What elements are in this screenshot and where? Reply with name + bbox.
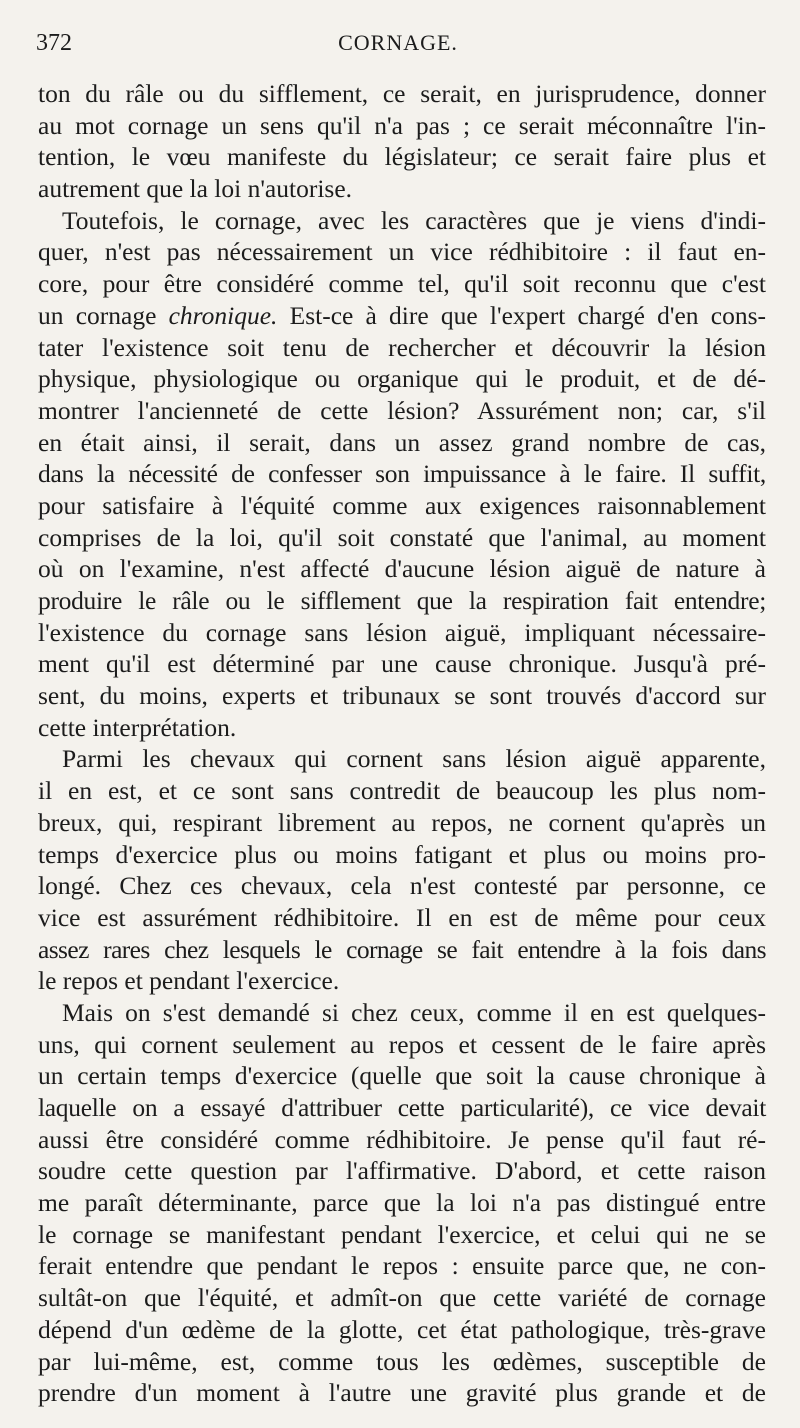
text-line: physique, physiologique ou organique qui le produit, et de dé- [38, 364, 766, 394]
text-line: l'existence du cornage sans lésion aiguë, impliquant nécessaire- [38, 617, 766, 647]
text-line: core, pour être considéré comme tel, qu'il soit reconnu que c'est [38, 269, 766, 299]
text-line: longé. Chez ces chevaux, cela n'est contesté par personne, ce [38, 871, 766, 901]
text-line: tater l'existence soit tenu de rechercher et découvrir la lésion [38, 332, 766, 362]
text-line: uns, qui cornent seulement au repos et cessent de le faire après [38, 1029, 766, 1059]
text-line: autrement que la loi n'autorise. [38, 174, 353, 204]
text-run: un cornage [38, 300, 169, 330]
text-line: assez rares chez lesquels le cornage se fait entendre à la fois dans [38, 934, 766, 964]
body-text [38, 78, 766, 1409]
text-line: sent, du moins, experts et tribunaux se sont trouvés d'accord sur [38, 681, 766, 711]
text-line: vice est assurément rédhibitoire. Il en est de même pour ceux [38, 902, 766, 932]
text-line: le repos et pendant l'exercice. [38, 966, 340, 996]
italic-term: chronique. [168, 300, 278, 330]
text-line: me paraît déterminante, parce que la loi n'a pas distingué entre [38, 1188, 766, 1218]
text-line: tention, le vœu manifeste du législateur; ce serait faire plus et [38, 142, 766, 172]
text-line: aussi être considéré comme rédhibitoire. Je pense qu'il faut ré- [38, 1124, 766, 1154]
running-title: CORNAGE. [338, 30, 458, 55]
text-line: comprises de la loi, qu'il soit constaté que l'animal, au moment [38, 522, 766, 552]
text-line: dans la nécessité de confesser son impuissance à le faire. Il suffit, [38, 459, 766, 489]
paragraph-first-line: Parmi les chevaux qui cornent sans lésion aiguë apparente, [62, 744, 766, 774]
page-number: 372 [36, 30, 72, 56]
text-line: cette interprétation. [38, 712, 237, 742]
text-line: pour satisfaire à l'équité comme aux exigences raisonnablement [38, 490, 766, 520]
text-line: ment qu'il est déterminé par une cause chronique. Jusqu'à pré- [38, 649, 766, 679]
text-line: en était ainsi, il serait, dans un assez grand nombre de cas, [38, 427, 766, 457]
paragraph-first-line: Mais on s'est demandé si chez ceux, comme il en est quelques- [62, 997, 766, 1027]
text-line: le cornage se manifestant pendant l'exercice, et celui qui ne se [38, 1219, 766, 1249]
running-header [36, 30, 760, 64]
text-line: quer, n'est pas nécessairement un vice rédhibitoire : il faut en- [38, 237, 766, 267]
text-line: un certain temps d'exercice (quelle que soit la cause chronique à [38, 1061, 766, 1091]
text-line: produire le râle ou le sifflement que la respiration fait entendre; [38, 586, 766, 615]
text-line: ton du râle ou du sifflement, ce serait, en jurisprudence, donner [38, 79, 766, 108]
text-line: ferait entendre que pendant le repos : ensuite parce que, ne con- [38, 1251, 766, 1281]
text-line: laquelle on a essayé d'attribuer cette particularité), ce vice devait [38, 1093, 766, 1122]
text-line: par lui-même, est, comme tous les œdèmes, susceptible de [38, 1346, 766, 1376]
text-line: soudre cette question par l'affirmative. D'abord, et cette raison [38, 1156, 766, 1186]
text-line [38, 300, 766, 332]
text-line: temps d'exercice plus ou moins fatigant et plus ou moins pro- [38, 839, 766, 869]
text-run: Est-ce à dire que l'expert chargé d'en cons- [277, 300, 766, 330]
text-line: il en est, et ce sont sans contredit de beaucoup les plus nom- [38, 776, 766, 806]
paragraph-first-line: Toutefois, le cornage, avec les caractères que je viens d'indi- [62, 205, 766, 235]
text-line: sultât-on que l'équité, et admît-on que cette variété de cornage [38, 1283, 766, 1313]
text-line: breux, qui, respirant librement au repos, ne cornent qu'après un [38, 807, 766, 837]
text-line: montrer l'ancienneté de cette lésion? Assurément non; car, s'il [38, 395, 766, 425]
text-line: dépend d'un œdème de la glotte, cet état pathologique, très-grave [38, 1314, 766, 1344]
text-line: au mot cornage un sens qu'il n'a pas ; ce serait méconnaître l'in- [38, 110, 766, 140]
text-line: où on l'examine, n'est affecté d'aucune lésion aiguë de nature à [38, 554, 766, 584]
text-line: prendre d'un moment à l'autre une gravité plus grande et de [38, 1378, 766, 1408]
